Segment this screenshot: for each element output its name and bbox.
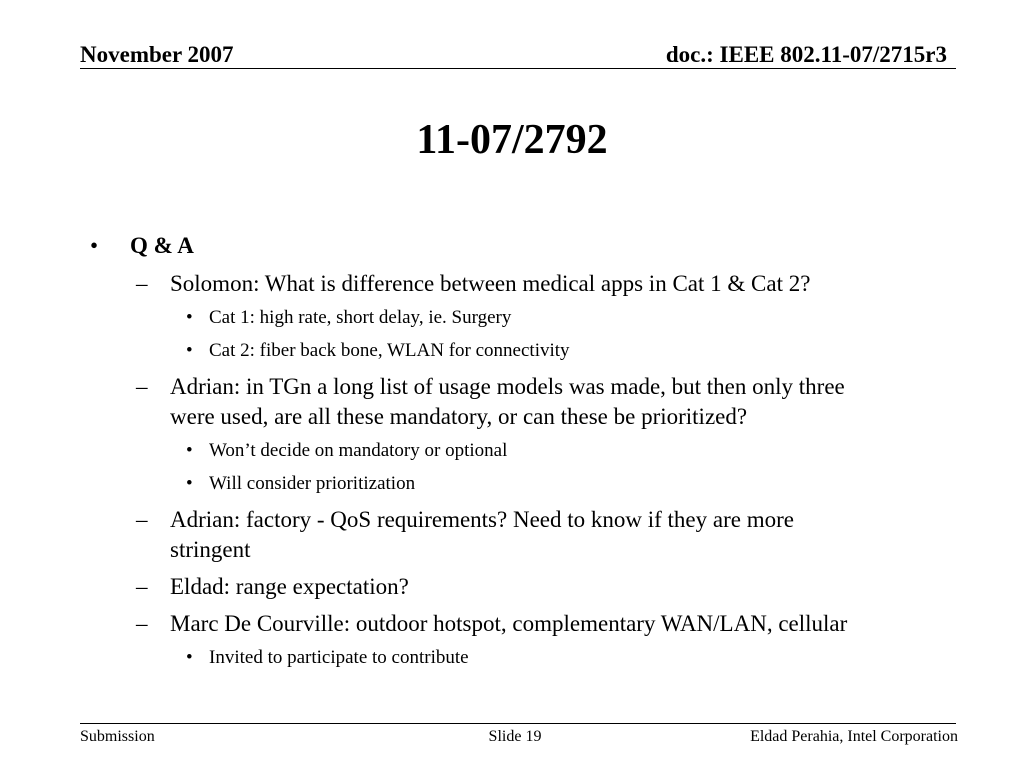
bullet-marker: • <box>186 340 193 361</box>
sub-list-item-text: Will consider prioritization <box>209 473 416 494</box>
list-item-text: were used, are all these mandatory, or can these be prioritized? <box>170 404 748 429</box>
list-item-text: Eldad: range expectation? <box>170 574 409 599</box>
list-item-text: Solomon: What is difference between medical apps in Cat 1 & Cat 2? <box>170 271 811 296</box>
dash-marker: – <box>136 611 148 636</box>
sub-list-item-text: Won’t decide on mandatory or optional <box>209 440 508 461</box>
header-date: November 2007 <box>80 42 234 67</box>
footer-divider <box>80 723 956 724</box>
sub-list-item-text: Cat 2: fiber back bone, WLAN for connectivity <box>209 340 570 361</box>
bullet-marker: • <box>186 647 193 668</box>
dash-marker: – <box>136 271 148 296</box>
footer-author: Eldad Perahia, Intel Corporation <box>750 728 958 745</box>
bullet-marker: • <box>90 233 99 258</box>
dash-marker: – <box>136 507 148 532</box>
list-item-text: stringent <box>170 537 251 562</box>
footer-submission: Submission <box>80 728 155 745</box>
dash-marker: – <box>136 374 148 399</box>
sub-list-item-text: Cat 1: high rate, short delay, ie. Surgery <box>209 307 512 328</box>
header-divider <box>80 68 956 69</box>
sub-list-item-text: Invited to participate to contribute <box>209 647 469 668</box>
bullet-marker: • <box>186 307 193 328</box>
list-item-text: Adrian: factory - QoS requirements? Need to know if they are more <box>170 507 794 532</box>
slide-title: 11-07/2792 <box>416 117 608 163</box>
qa-heading: Q & A <box>130 233 194 258</box>
bullet-marker: • <box>186 440 193 461</box>
list-item-text: Marc De Courville: outdoor hotspot, complementary WAN/LAN, cellular <box>170 611 848 636</box>
dash-marker: – <box>136 574 148 599</box>
header-doc-id: doc.: IEEE 802.11-07/2715r3 <box>665 42 947 67</box>
footer-slide-number: Slide 19 <box>488 728 542 745</box>
bullet-marker: • <box>186 473 193 494</box>
list-item-text: Adrian: in TGn a long list of usage models was made, but then only three <box>170 374 845 399</box>
